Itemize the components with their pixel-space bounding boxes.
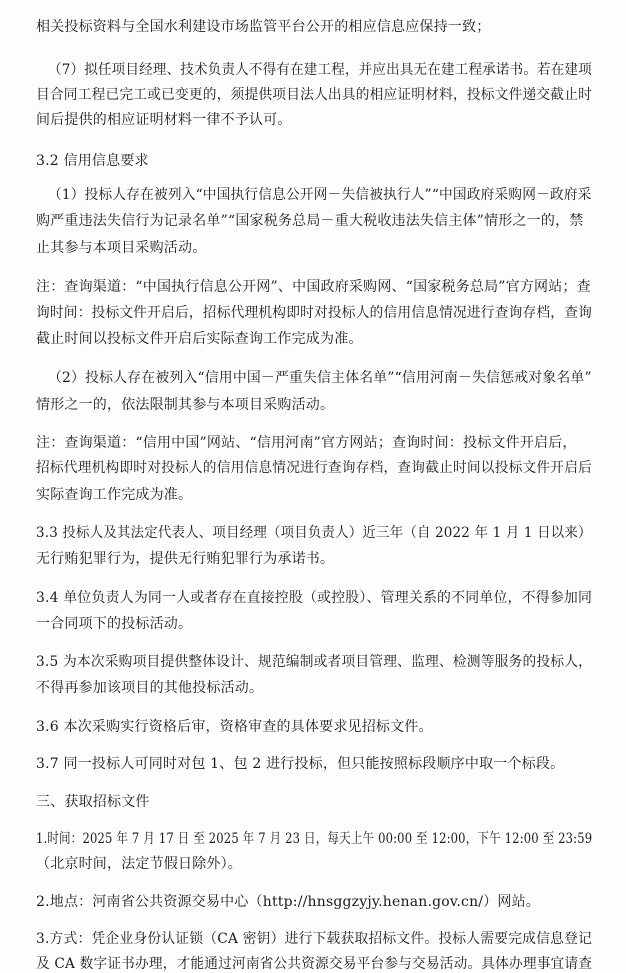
line-text: （1）投标人存在被列入“中国执行信息公开网－失信被执行人”“中国政府采购网－政府采 (48, 187, 592, 203)
text-line (36, 830, 592, 848)
line-text: 一合同项下的投标活动。 (36, 616, 193, 632)
text-line (36, 930, 592, 948)
line-text: 止其参与本项目采购活动。 (36, 240, 207, 256)
text-line (36, 955, 592, 973)
text-line (36, 755, 564, 773)
text-line (36, 152, 149, 170)
text-line (36, 396, 334, 414)
line-text: 情形之一的，依法限制其参与本项目采购活动。 (36, 397, 335, 413)
line-text: 无行贿犯罪行为，提供无行贿犯罪行为承诺书。 (36, 551, 335, 567)
line-text: 2.地点：河南省公共资源交易中心（http://hnsggzyjy.henan.gov.cn/）网站。 (36, 894, 540, 910)
line-text: （2）投标人存在被列入“信用中国－严重失信主体名单”“信用河南－失信惩戒对象名单” (48, 370, 592, 386)
line-text: 1.时间：2025 年 7 月 17 日 至 2025 年 7 月 23 日，每天上午 00:00 至 12:00，下午 12:00 至 23:59 (36, 831, 593, 847)
line-text: （7）拟任项目经理、技术负责人不得有在建工程，并应出具无在建工程承诺书。若在建项 (48, 62, 592, 78)
text-line (36, 893, 540, 911)
line-text: 招标代理机构即时对投标人的信用信息情况进行查询存档，查询截止时间以投标文件开启后 (36, 460, 593, 476)
line-text: 3.4 单位负责人为同一人或者存在直接控股（或控股）、管理关系的不同单位，不得参加同 (36, 590, 593, 606)
text-line (36, 239, 206, 257)
text-line (36, 718, 433, 736)
text-line (36, 615, 192, 633)
line-text: 不得再参加该项目的其他投标活动。 (36, 680, 264, 696)
text-line (48, 186, 592, 204)
text-line (36, 589, 592, 607)
line-text: 目合同工程已完工或已变更的，须提供项目法人出具的相应证明材料，投标文件递交截止时 (36, 87, 593, 103)
line-text: 3.2 信用信息要求 (36, 153, 149, 169)
text-line (36, 86, 592, 104)
line-text: 3.3 投标人及其法定代表人、项目经理（项目负责人）近三年（自 2022 年 1 月 1 日以来） (36, 525, 592, 541)
line-text: 3.方式：凭企业身份认证锁（CA 密钥）进行下载获取招标文件。投标人需要完成信息登记 (36, 931, 593, 947)
text-line (36, 459, 592, 477)
line-text: 3.7 同一投标人可同时对包 1、包 2 进行投标，但只能按照标段顺序中取一个标段。 (36, 756, 565, 772)
text-line (36, 793, 150, 811)
line-text: 及 CA 数字证书办理，才能通过河南省公共资源交易平台参与交易活动。具体办理事宜请查 (36, 956, 593, 972)
text-line (36, 653, 592, 671)
text-line (48, 369, 592, 387)
text-line (36, 434, 577, 452)
line-text: 相关投标资料与全国水利建设市场监管平台公开的相应信息应保持一致； (36, 19, 491, 35)
text-line (36, 679, 263, 697)
text-line (36, 304, 592, 322)
line-text: 注：查询渠道：“中国执行信息公开网”、中国政府采购网、“国家税务总局”官方网站；查 (36, 279, 591, 295)
line-text: 截止时间以投标文件开启后实际查询工作完成为准。 (36, 331, 363, 347)
line-text: （北京时间，法定节假日除外）。 (36, 856, 242, 872)
text-line (36, 111, 292, 129)
line-text: 间后提供的相应证明材料一律不予认可。 (36, 112, 292, 128)
text-line (36, 18, 490, 36)
line-text: 3.5 为本次采购项目提供整体设计、规范编制或者项目管理、监理、检测等服务的投标人， (36, 654, 593, 670)
text-line (36, 278, 591, 296)
text-line (36, 212, 583, 230)
line-text: 三、获取招标文件 (36, 794, 150, 810)
text-line (36, 486, 192, 504)
text-line (48, 61, 592, 79)
line-text: 3.6 本次采购实行资格后审，资格审查的具体要求见招标文件。 (36, 719, 433, 735)
line-text: 询时间：投标文件开启后，招标代理机构即时对投标人的信用信息情况进行查询存档，查询 (36, 305, 593, 321)
text-line (36, 524, 592, 542)
text-line (36, 855, 242, 873)
text-line (36, 330, 363, 348)
line-text: 注：查询渠道：“信用中国”网站、“信用河南”官方网站；查询时间：投标文件开启后， (36, 435, 577, 451)
line-text: 购严重违法失信行为记录名单”“国家税务总局－重大税收违法失信主体”情形之一的，禁 (36, 213, 584, 229)
text-line (36, 550, 334, 568)
line-text: 实际查询工作完成为准。 (36, 487, 193, 503)
